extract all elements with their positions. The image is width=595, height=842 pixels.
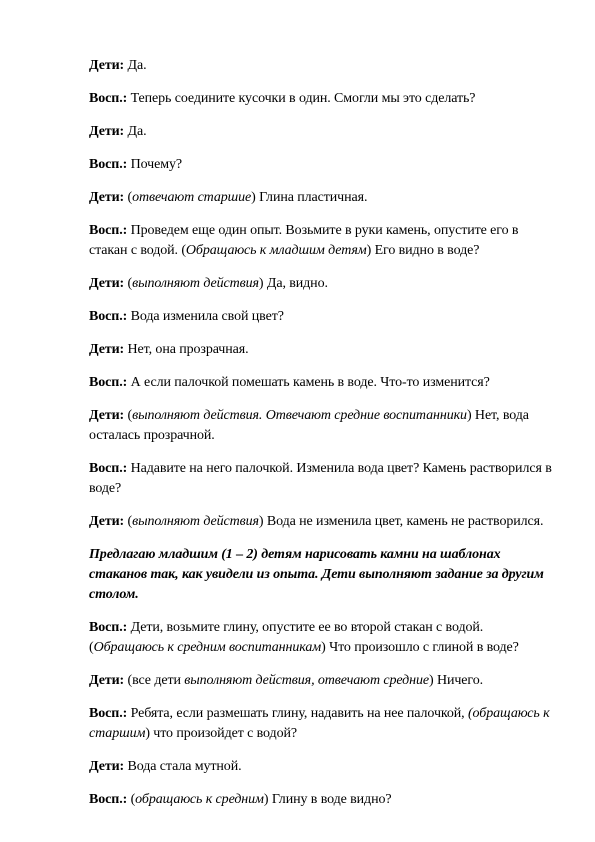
dialogue-paragraph: [89, 512, 559, 532]
remark-text: Предлагаю младшим (1 – 2) детям нарисовать камни на шаблонах стаканов так, как увидели из опыта. Дети выполняют задание за другим столом.: [89, 547, 544, 602]
speaker-label: Восп.:: [89, 792, 128, 807]
dialogue-paragraph: [89, 704, 559, 744]
speaker-label: Восп.:: [89, 375, 128, 390]
dialogue-paragraph: [89, 373, 559, 393]
paragraph-text: Да.: [124, 124, 147, 139]
dialogue-paragraph: [89, 406, 559, 446]
remark-text: отвечают старшие: [132, 190, 252, 205]
speaker-label: Дети:: [89, 342, 125, 357]
paragraph-text: Нет, она прозрачная.: [124, 342, 249, 357]
paragraph-text: (: [124, 190, 133, 205]
dialogue-paragraph: [89, 188, 559, 208]
speaker-label: Дети:: [89, 673, 125, 688]
remark-text: Обращаюсь к средним воспитанникам: [93, 640, 322, 655]
speaker-label: Восп.:: [89, 620, 128, 635]
dialogue-paragraph: [89, 274, 559, 294]
dialogue-paragraph: [89, 122, 559, 142]
paragraph-text: ) Да, видно.: [258, 276, 328, 291]
paragraph-text: (: [124, 276, 133, 291]
remark-text: выполняют действия: [132, 276, 259, 291]
remark-text: выполняют действия: [132, 514, 259, 529]
paragraph-text: (: [124, 514, 133, 529]
remark-text: Обращаюсь к младшим детям: [185, 243, 367, 258]
paragraph-text: (: [124, 408, 133, 423]
speaker-label: Восп.:: [89, 309, 128, 324]
paragraph-text: ) Ничего.: [429, 673, 484, 688]
paragraph-text: Вода стала мутной.: [124, 759, 242, 774]
remark-text: (обращаюсь к старшим: [89, 706, 550, 741]
dialogue-paragraph: [89, 89, 559, 109]
paragraph-text: Почему?: [127, 157, 182, 172]
remark-text: обращаюсь к средним: [135, 792, 264, 807]
speaker-label: Дети:: [89, 514, 125, 529]
remark-text: выполняют действия. Отвечают средние воспитанники: [132, 408, 467, 423]
speaker-label: Дети:: [89, 190, 125, 205]
paragraph-text: Да.: [124, 58, 147, 73]
dialogue-paragraph: [89, 618, 559, 658]
dialogue-paragraph: [89, 545, 559, 605]
paragraph-text: ) что произойдет с водой?: [145, 726, 297, 741]
speaker-label: Восп.:: [89, 157, 128, 172]
paragraph-text: Дети, возьмите глину, опустите ее во второй стакан с водой. (: [89, 620, 484, 655]
paragraph-text: А если палочкой помешать камень в воде. Что-то изменится?: [127, 375, 490, 390]
document-body: [89, 56, 559, 823]
paragraph-text: (: [127, 792, 136, 807]
remark-text: выполняют действия, отвечают средние: [184, 673, 429, 688]
speaker-label: Дети:: [89, 276, 125, 291]
speaker-label: Дети:: [89, 408, 125, 423]
paragraph-text: Вода изменила свой цвет?: [127, 309, 284, 324]
paragraph-text: ) Что произошло с глиной в воде?: [321, 640, 519, 655]
paragraph-text: ) Его видно в воде?: [366, 243, 480, 258]
speaker-label: Восп.:: [89, 461, 128, 476]
dialogue-paragraph: [89, 790, 559, 810]
paragraph-text: ) Глину в воде видно?: [263, 792, 392, 807]
paragraph-text: ) Глина пластичная.: [251, 190, 368, 205]
paragraph-text: ) Вода не изменила цвет, камень не растворился.: [258, 514, 544, 529]
dialogue-paragraph: [89, 221, 559, 261]
dialogue-paragraph: [89, 459, 559, 499]
dialogue-paragraph: [89, 155, 559, 175]
speaker-label: Дети:: [89, 58, 125, 73]
dialogue-paragraph: [89, 340, 559, 360]
paragraph-text: Теперь соедините кусочки в один. Смогли мы это сделать?: [127, 91, 476, 106]
speaker-label: Восп.:: [89, 223, 128, 238]
paragraph-text: ) Нет, вода осталась прозрачной.: [89, 408, 529, 443]
speaker-label: Восп.:: [89, 706, 128, 721]
dialogue-paragraph: [89, 757, 559, 777]
paragraph-text: Надавите на него палочкой. Изменила вода цвет? Камень растворился в воде?: [89, 461, 552, 496]
paragraph-text: (все дети: [124, 673, 185, 688]
speaker-label: Дети:: [89, 124, 125, 139]
speaker-label: Восп.:: [89, 91, 128, 106]
dialogue-paragraph: [89, 307, 559, 327]
paragraph-text: Проведем еще один опыт. Возьмите в руки камень, опустите его в стакан с водой. (: [89, 223, 519, 258]
speaker-label: Дети:: [89, 759, 125, 774]
paragraph-text: Ребята, если размешать глину, надавить на нее палочкой,: [127, 706, 468, 721]
dialogue-paragraph: [89, 671, 559, 691]
dialogue-paragraph: [89, 56, 559, 76]
